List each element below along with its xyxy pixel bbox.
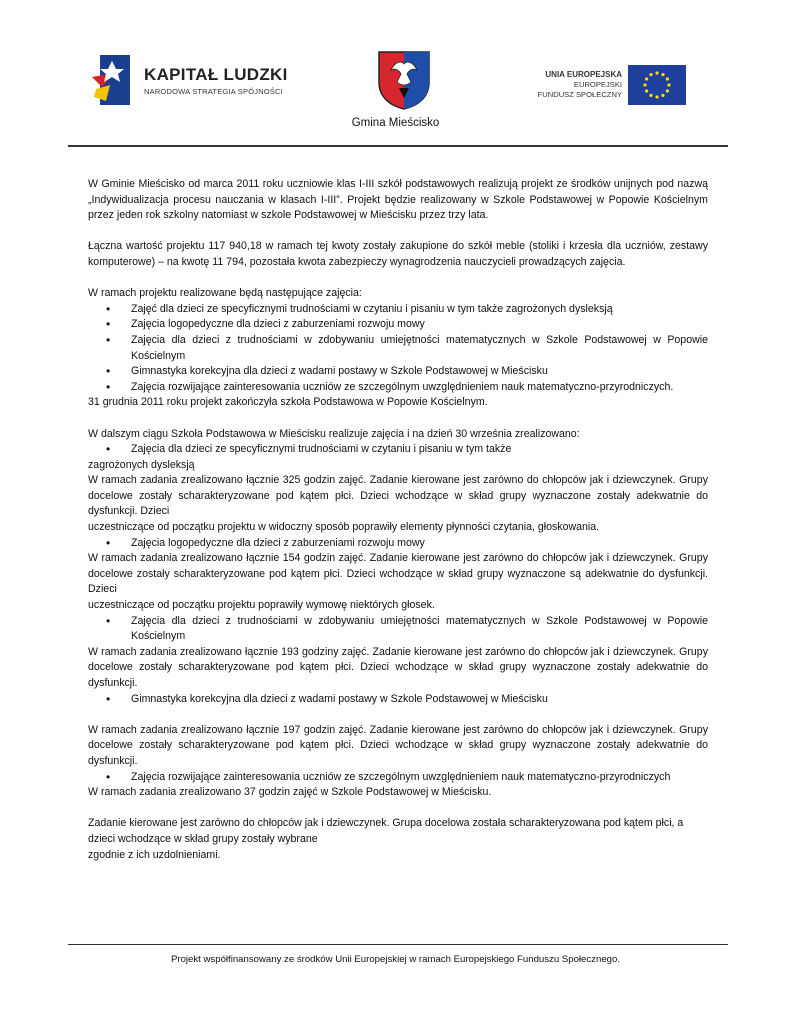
activity-1-result: uczestniczące od początku projektu w widoczny sposób poprawiły elementy płynności czytania, głoskowania. (88, 521, 600, 534)
kapital-ludzki-subtitle: NARODOWA STRATEGIA SPÓJNOŚCI (144, 87, 283, 96)
kapital-ludzki-title: KAPITAŁ LUDZKI (144, 65, 288, 84)
eu-fund-logo (530, 65, 690, 107)
activity-2-summary: W ramach zadania zrealizowano łącznie 154 godzin zajęć. Zadanie kierowane jest zarówno do chłopców jak i dziewczynek. Grupy docelowe zostały scharakteryzowane pod kątem płci. Dzieci wchodzące w skład grupy wyznaczone są adekwatnie do dysfunkcji. Dzieci (88, 552, 708, 596)
paragraph-value: Łączna wartość projektu 117 940,18 w ramach tej kwoty zostały zakupione do szkół meble (stoliki i krzesła dla uczniów, zestawy komputerowe) – na kwotę 11 794, pozostała kwota zabezpieczy wynagrodzenia nauczycieli prowadzących zajęcia. (88, 240, 708, 268)
paragraph-activities-intro: W ramach projektu realizowane będą następujące zajęcia: (88, 287, 362, 300)
activity-bullet-5: • Zajęcia rozwijające zainteresowania uczniów ze szczególnym uwzględnieniem nauk matematyczno-przyrodniczych (88, 770, 708, 786)
kapital-ludzki-logo (92, 55, 292, 110)
footer-text: Projekt współfinansowany ze środków Unii Europejskiej w ramach Europejskiego Funduszu Społecznego. (170, 954, 620, 965)
activity-5-summary: W ramach zadania zrealizowano 37 godzin zajęć w Szkole Podstawowej w Mieścisku. (88, 786, 492, 799)
ue-line-3: FUNDUSZ SPOŁECZNY (537, 90, 622, 99)
document-body (88, 177, 708, 863)
paragraph-intro: W Gminie Mieścisko od marca 2011 roku uczniowie klas I-III szkół podstawowych realizują projekt ze środków unijnych pod nazwą „Indywidualizacja procesu nauczania w klasach I-III”. Projekt będzie realizowany w Szkole Podstawowej w Popowie Kościelnym przez jeden rok szkolny natomiast w szkole Podstawowej w Mieścisku przez trzy lata. (88, 178, 708, 222)
activity-bullet-1-cont: zagrożonych dysleksją (88, 458, 195, 471)
kapital-ludzki-emblem-icon (92, 55, 132, 105)
gmina-coat-of-arms-icon (373, 48, 435, 110)
eu-flag-icon (628, 65, 686, 105)
header-divider (68, 145, 728, 147)
list-item: • Gimnastyka korekcyjna dla dzieci z wadami postawy w Szkole Podstawowej w Mieścisku (88, 364, 708, 380)
activity-bullet-2: • Zajęcia logopedyczne dla dzieci z zaburzeniami rozwoju mowy (88, 536, 708, 552)
ue-line-2: EUROPEJSKI (573, 80, 622, 89)
activity-4-summary: W ramach zadania zrealizowano łącznie 197 godzin zajęć. Zadanie kierowane jest zarówno do chłopców jak i dziewczynek. Grupy docelowe zostały scharakteryzowane pod kątem płci. Dzieci wchodzące w skład grupy wyznaczone zostały adekwatnie do dysfunkcji. (88, 723, 708, 767)
list-item: • Zajęć dla dzieci ze specyficznymi trudnościami w czytaniu i pisaniu w tym także zagrożonych dysleksją (88, 302, 708, 318)
document-header (0, 0, 791, 150)
paragraph-continuation: W dalszym ciągu Szkoła Podstawowa w Mieścisku realizuje zajęcia i na dzień 30 września zrealizowano: (88, 427, 580, 440)
list-item: • Zajęcia logopedyczne dla dzieci z zaburzeniami rozwoju mowy (88, 317, 708, 333)
activity-3-summary: W ramach zadania zrealizowano łącznie 193 godziny zajęć. Zadanie kierowane jest zarówno do chłopców jak i dziewczynek. Grupy docelowe zostały scharakteryzowane pod kątem płci. Dzieci wchodzące w skład grupy wyznaczone zostały adekwatnie do dysfunkcji. (88, 645, 708, 689)
paragraph-end-popowo: 31 grudnia 2011 roku projekt zakończyła szkoła Podstawowa w Popowie Kościelnym. (88, 396, 488, 409)
paragraph-closing: Zadanie kierowane jest zarówno do chłopców jak i dziewczynek. Grupa docelowa została scharakteryzowana pod kątem płci, a dzieci wchodzące w skład grupy zostały wybrane (88, 817, 684, 845)
activity-2-result: uczestniczące od początku projektu poprawiły wymowę niektórych głosek. (88, 599, 435, 612)
list-item: • Zajęcia dla dzieci z trudnościami w zdobywaniu umiejętności matematycznych w Szkole Podstawowej w Popowie Kościelnym (88, 333, 708, 364)
activity-bullet-3: • Zajęcia dla dzieci z trudnościami w zdobywaniu umiejętności matematycznych w Szkole Podstawowej w Popowie Kościelnym (88, 614, 708, 645)
ue-line-1: UNIA EUROPEJSKA (545, 70, 622, 79)
activity-bullet-1: • Zajęcia dla dzieci ze specyficznymi trudnościami w czytaniu i pisaniu w tym także (88, 442, 708, 458)
eu-fund-text (538, 70, 622, 100)
activity-bullet-4: • Gimnastyka korekcyjna dla dzieci z wadami postawy w Szkole Podstawowej w Mieścisku (88, 692, 708, 708)
paragraph-closing-cont: zgodnie z ich uzdolnieniami. (88, 848, 221, 861)
footer-divider (68, 944, 728, 945)
activity-1-summary: W ramach zadania zrealizowano łącznie 325 godzin zajęć. Zadanie kierowane jest zarówno do chłopców jak i dziewczynek. Grupy docelowe zostały scharakteryzowane pod kątem płci. Dzieci wchodzące w skład grupy wyznaczone zostały adekwatnie do dysfunkcji. Dzieci (88, 474, 708, 518)
gmina-title: Gmina Mieścisko (351, 117, 440, 129)
list-item: • Zajęcia rozwijające zainteresowania uczniów ze szczególnym uwzględnieniem nauk matematyczno-przyrodniczych. (88, 380, 708, 396)
